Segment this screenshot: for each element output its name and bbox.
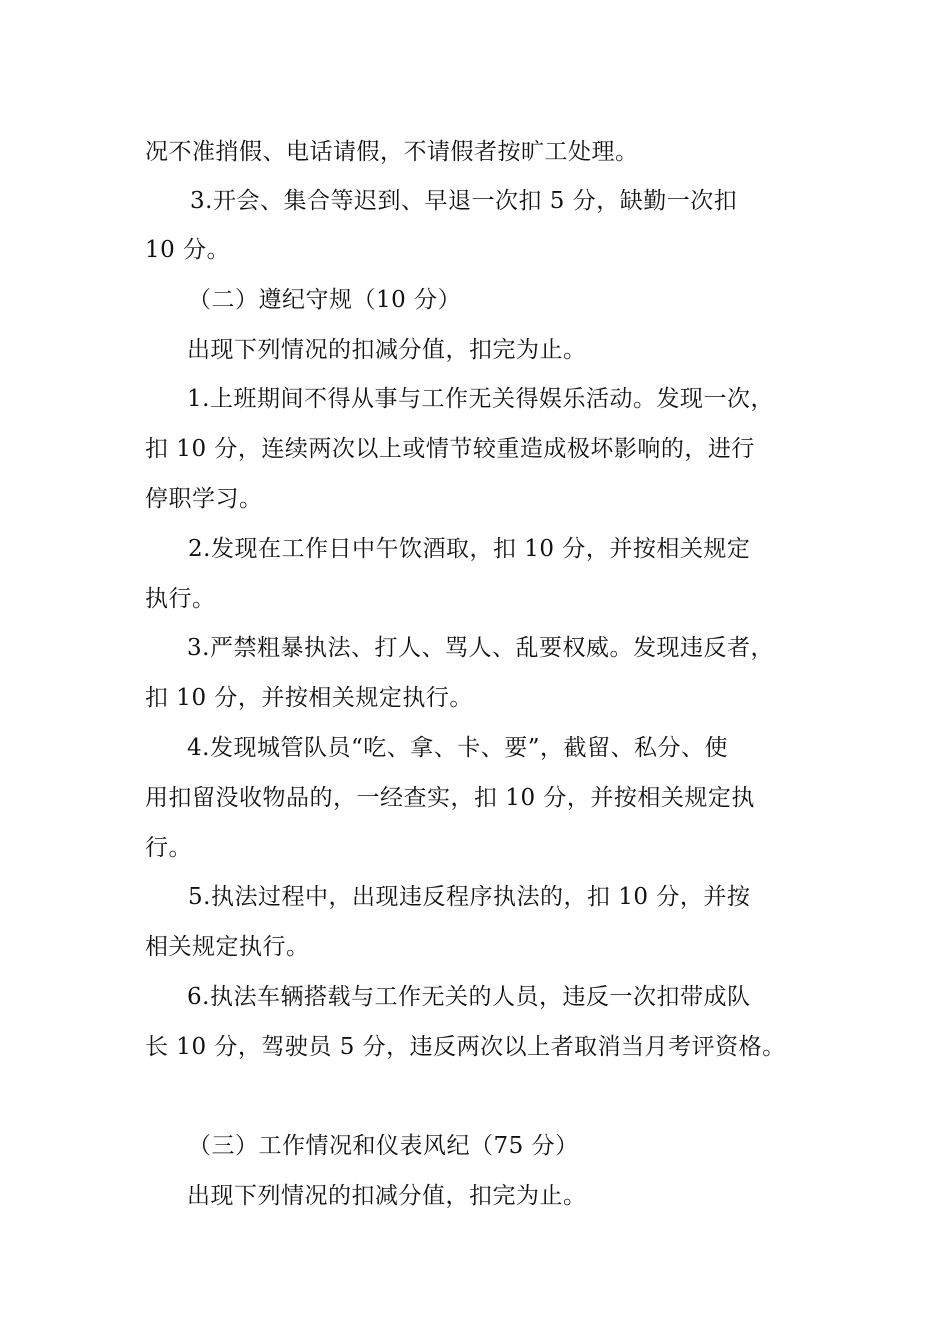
- text-line-7: 扣 10 分，连续两次以上或情节较重造成极坏影响的，进行: [145, 436, 755, 462]
- text-line-13: 4.发现城管队员“吃、拿、卡、要”，截留、私分、使: [187, 735, 728, 761]
- section-heading-2: （二）遵纪守规（10 分）: [188, 287, 462, 313]
- text-line-2: 3.开会、集合等迟到、早退一次扣 5 分，缺勤一次扣: [190, 188, 738, 214]
- text-line-9: 2.发现在工作日中午饮酒取，扣 10 分，并按相关规定: [188, 536, 751, 562]
- text-line-16: 5.执法过程中，出现违反程序执法的，扣 10 分，并按: [188, 884, 751, 910]
- text-line-10: 执行。: [145, 586, 216, 612]
- text-line-3: 10 分。: [145, 237, 231, 263]
- text-line-19: 长 10 分，驾驶员 5 分，违反两次以上者取消当月考评资格。: [145, 1034, 786, 1060]
- text-line-5: 出现下列情况的扣减分值，扣完为止。: [187, 337, 587, 363]
- text-line-21: 出现下列情况的扣减分值，扣完为止。: [187, 1183, 587, 1209]
- text-line-1: 况不准捎假、电话请假，不请假者按旷工处理。: [145, 139, 639, 165]
- text-line-14: 用扣留没收物品的，一经查实，扣 10 分，并按相关规定执: [145, 785, 755, 811]
- text-line-15: 行。: [145, 835, 192, 861]
- text-line-17: 相关规定执行。: [145, 934, 310, 960]
- section-heading-3: （三）工作情况和仪表风纪（75 分）: [188, 1133, 579, 1159]
- text-line-11: 3.严禁粗暴执法、打人、骂人、乱要权威。发现违反者，: [187, 635, 774, 661]
- text-line-6: 1.上班期间不得从事与工作无关得娱乐活动。发现一次，: [187, 386, 774, 412]
- text-line-18: 6.执法车辆搭载与工作无关的人员，违反一次扣带成队: [187, 984, 751, 1010]
- text-line-8: 停职学习。: [145, 486, 263, 512]
- text-line-12: 扣 10 分，并按相关规定执行。: [145, 685, 473, 711]
